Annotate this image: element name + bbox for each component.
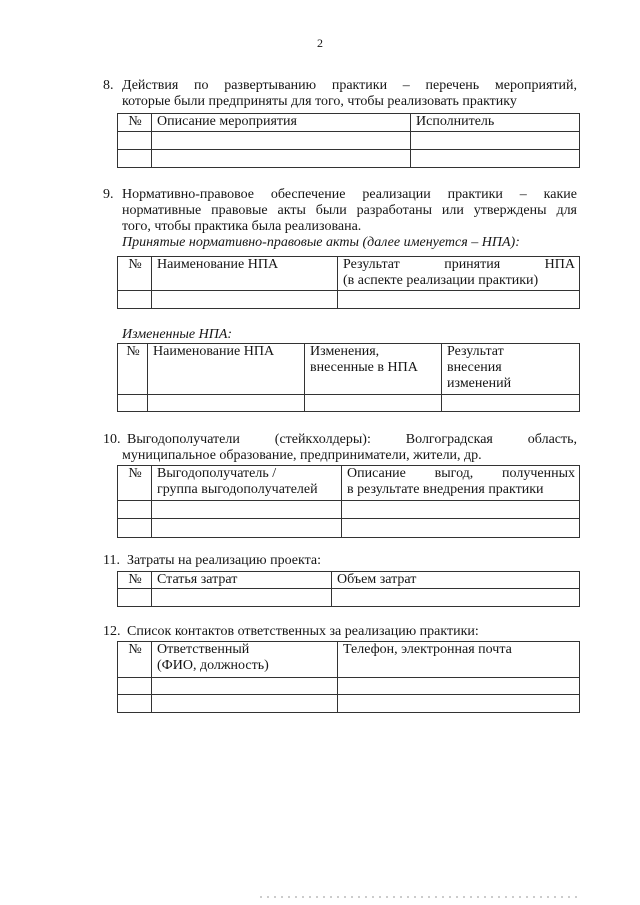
scan-artifact xyxy=(260,896,580,898)
table-row xyxy=(118,291,580,309)
section-11-title: 11. Затраты на реализацию проекта: xyxy=(103,553,322,568)
section-12-title: 12. Список контактов ответственных за реализацию практики: xyxy=(103,624,479,639)
section-8-line-2: которые были предприняты для того, чтобы реализовать практику xyxy=(122,94,517,109)
table-header-cell: Изменения, внесенные в НПА xyxy=(305,344,442,395)
section-number: 12. xyxy=(103,624,121,639)
table-header-cell: Наименование НПА xyxy=(152,257,338,291)
section-8-text xyxy=(103,78,577,110)
table-row xyxy=(118,678,580,695)
section-number: 11. xyxy=(103,553,120,568)
table-row xyxy=(118,695,580,713)
changed-npa-table xyxy=(117,343,580,412)
table-row xyxy=(118,132,580,150)
table-header-cell: № xyxy=(118,344,148,395)
section-number: 8. xyxy=(103,78,114,93)
adopted-npa-table xyxy=(117,256,580,309)
page-number: 2 xyxy=(317,36,323,50)
section-number: 10. xyxy=(103,432,121,447)
section-9-line-1: 9. Нормативно-правовое обеспечение реализации практики – какие xyxy=(103,187,577,202)
table-header-cell: № xyxy=(118,114,152,132)
section-10-text xyxy=(103,432,577,464)
table-header-cell: № xyxy=(118,572,152,589)
table-header-cell: Исполнитель xyxy=(411,114,580,132)
beneficiaries-table xyxy=(117,465,580,538)
table-header-cell: Результат принятия НПА (в аспекте реализации практики) xyxy=(338,257,580,291)
table-row xyxy=(118,150,580,168)
section-9-text xyxy=(103,187,577,251)
table-header-cell: № xyxy=(118,466,152,501)
costs-table xyxy=(117,571,580,607)
table-header-cell: Телефон, электронная почта xyxy=(338,642,580,678)
table-row xyxy=(118,501,580,519)
table-row xyxy=(118,395,580,412)
changed-npa-subtitle: Измененные НПА: xyxy=(122,327,233,342)
table-header-cell: № xyxy=(118,642,152,678)
table-header-cell: Наименование НПА xyxy=(148,344,305,395)
section-number: 9. xyxy=(103,187,114,202)
section-10-line-1: 10. Выгодополучатели (стейкхолдеры): Волгоградская область, xyxy=(103,432,577,447)
contacts-table xyxy=(117,641,580,713)
section-9-line-3: того, чтобы практика была реализована. xyxy=(122,219,362,234)
section-10-line-2: муниципальное образование, предприниматели, жители, др. xyxy=(122,448,482,463)
table-header-cell: Статья затрат xyxy=(152,572,332,589)
table-header-cell: № xyxy=(118,257,152,291)
table-header-cell: Результат внесения изменений xyxy=(442,344,580,395)
actions-table xyxy=(117,113,580,168)
adopted-npa-subtitle: Принятые нормативно-правовые акты (далее именуется – НПА): xyxy=(122,235,520,250)
table-header-cell: Ответственный (ФИО, должность) xyxy=(152,642,338,678)
table-header-cell: Объем затрат xyxy=(332,572,580,589)
table-row xyxy=(118,519,580,538)
section-8-line-1: 8. Действия по развертыванию практики – перечень мероприятий, xyxy=(103,78,577,93)
section-9-line-2: нормативные правовые акты были разработаны или утверждены для xyxy=(122,203,577,218)
table-header-cell: Описание выгод, полученных в результате внедрения практики xyxy=(342,466,580,501)
table-row xyxy=(118,589,580,607)
table-header-cell: Выгодополучатель / группа выгодополучателей xyxy=(152,466,342,501)
table-header-cell: Описание мероприятия xyxy=(152,114,411,132)
